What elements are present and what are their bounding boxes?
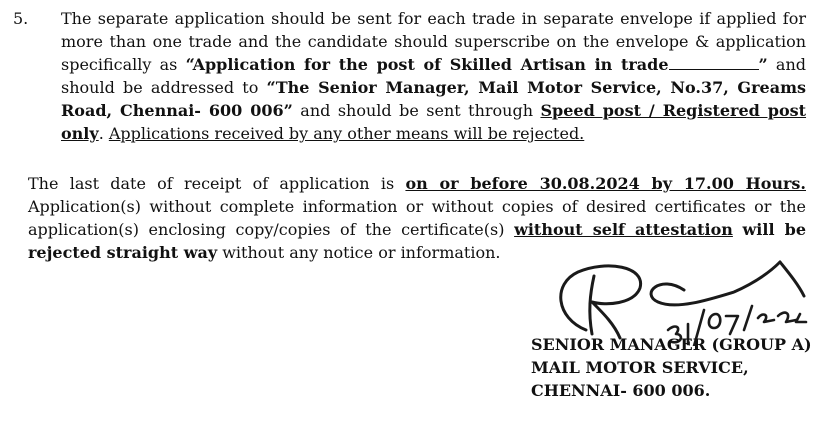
signatory-office: MAIL MOTOR SERVICE, bbox=[531, 358, 749, 377]
para1-bold-underlined-post-mode: Speed post / Registered post only bbox=[61, 101, 807, 143]
para1-bold-superscription: “Application for the post of Skilled Artisan in trade bbox=[185, 55, 669, 74]
para1-text-1: The separate application should be sent for each trade in separate envelope if applied for more than one trade and the candidate should superscribe on the envelope & application specifically as bbox=[61, 9, 806, 74]
para1-underlined-rejection: Applications received by any other means will be rejected. bbox=[108, 124, 585, 143]
signatory-block bbox=[531, 333, 812, 402]
signatory-designation: SENIOR MANAGER (GROUP A) bbox=[531, 335, 812, 354]
para2-text-3 bbox=[733, 220, 743, 239]
para1-text-4: . bbox=[98, 124, 109, 143]
instruction-paragraph-last-date bbox=[28, 172, 806, 264]
signatory-city: CHENNAI- 600 006. bbox=[531, 381, 711, 400]
para2-text-4: without any notice or information. bbox=[217, 243, 501, 262]
para2-text-1: The last date of receipt of application is bbox=[28, 174, 406, 193]
para1-text-2: and should be addressed to bbox=[61, 55, 806, 97]
para2-bold-rejection: will be rejected straight way bbox=[28, 220, 806, 262]
para2-bold-underlined-deadline: on or before 30.08.2024 by 17.00 Hours. bbox=[405, 174, 806, 193]
para2-bold-underlined-attestation: without self attestation bbox=[514, 220, 733, 239]
para1-text-3: and should be sent through bbox=[292, 101, 541, 120]
para2-text-2: Application(s) without complete information or without copies of desired certificates or the application(s) enclosing copy/copies of the certificate(s) bbox=[28, 197, 806, 239]
para1-bold-quote-end: ” bbox=[758, 55, 768, 74]
item-number: 5. bbox=[13, 9, 29, 28]
para1-bold-address: “The Senior Manager, Mail Motor Service, No.37, Greams Road, Chennai- 600 006” bbox=[61, 78, 807, 120]
instruction-paragraph-envelope bbox=[61, 7, 806, 145]
trade-blank-line bbox=[669, 55, 759, 70]
